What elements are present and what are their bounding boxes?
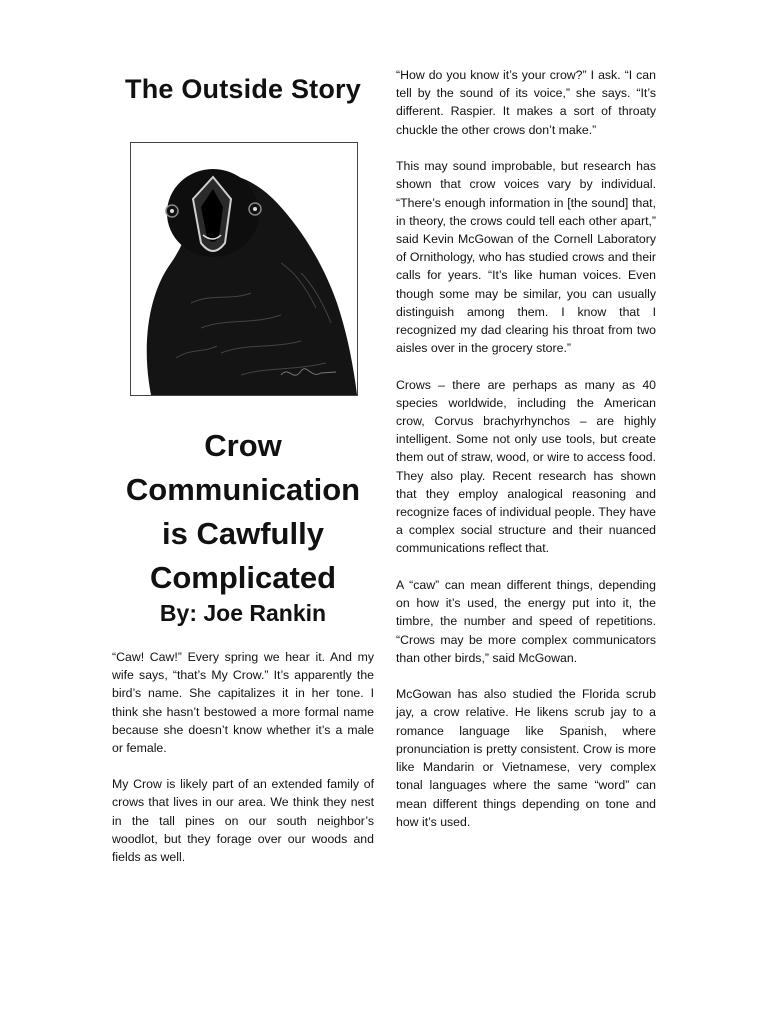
paragraph: McGowan has also studied the Florida scrub jay, a crow relative. He likens scrub jay to a romance language like Spanish, where pronunciation is pretty consistent. Crow is more like Mandarin or Vietnamese, very complex tonal languages where the same “word” can mean different things depending on tone and how it’s used.: [396, 687, 656, 829]
article-headline: [112, 424, 374, 600]
headline-line: Crow: [204, 428, 282, 463]
series-title: The Outside Story: [125, 74, 361, 104]
left-column-body: [112, 648, 374, 884]
headline-line: is Cawfully: [162, 516, 324, 551]
paragraph: “Caw! Caw!” Every spring we hear it. And my wife says, “that’s My Crow.” It’s apparently the bird’s name. She capitalizes it in her tone. I think she hasn’t bestowed a more formal name because she doesn’t know whether it’s a male or female.: [112, 650, 374, 756]
right-column-body: [396, 66, 656, 849]
paragraph: This may sound improbable, but research has shown that crow voices vary by individual. “There’s enough information in [the sound] that, in theory, the crows could tell each other apart,” said Kevin McGowan of the Cornell Laboratory of Ornithology, who has studied crows and their calls for years. “It’s like human voices. Even though some may be similar, you can usually distinguish among them. I know that I recognized my dad clearing his throat from two aisles over in the grocery store.”: [396, 159, 656, 356]
byline: By: Joe Rankin: [159, 600, 327, 626]
crow-illustration: [130, 142, 358, 396]
paragraph: “How do you know it’s your crow?” I ask. “I can tell by the sound of its voice,” she says. “It’s different. Raspier. It makes a sort of throaty chuckle the other crows don’t make.”: [396, 68, 656, 137]
paragraph: My Crow is likely part of an extended family of crows that lives in our area. We think they nest in the tall pines on our south neighbor’s woodlot, but they forage over our woods and fields as well.: [112, 777, 374, 865]
paragraph: A “caw” can mean different things, depending on how it’s used, the energy put into it, the timbre, the number and speed of repetitions. “Crows may be more complex communicators than other birds,” said McGowan.: [396, 577, 656, 665]
series-header: [112, 70, 374, 105]
paragraph: Crows – there are perhaps as many as 40 species worldwide, including the American crow, Corvus brachyrhynchos – are highly intelligent. Some not only use tools, but create them out of straw, wood, or wire to access food. They also play. Recent research has shown that they employ analogical reasoning and recognize faces of individual people. They have a complex social structure and their nuanced communications reflect that.: [396, 377, 656, 556]
headline-line: Communication: [125, 472, 361, 507]
headline-line: Complicated: [149, 560, 337, 595]
crow-drawing-svg: [131, 143, 357, 395]
